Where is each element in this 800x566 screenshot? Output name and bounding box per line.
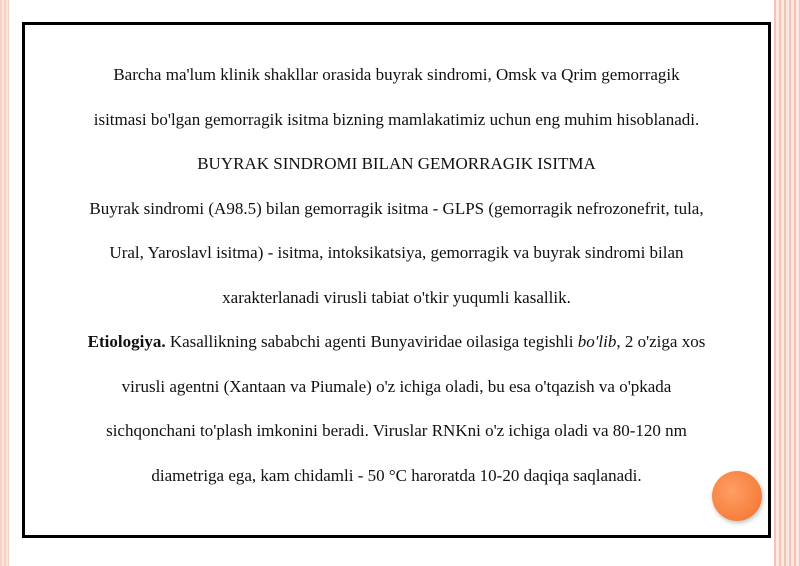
etiology-line [25,320,768,365]
text-line-10: diametriga ega, kam chidamli - 50 °C haroratda 10-20 daqiqa saqlanadi. [151,465,642,485]
text-line-5: Ural, Yaroslavl isitma) - isitma, intoksikatsiya, gemorragik va buyrak sindromi bilan [109,243,684,262]
text-line-6: xarakterlanadi virusli tabiat o'tkir yuqumli kasallik. [222,287,571,307]
text-line-1: Barcha ma'lum klinik shakllar orasida buyrak sindromi, Omsk va Qrim gemorragik [113,65,680,84]
text-line-9: sichqonchani to'plash imkonini beradi. Viruslar RNKni o'z ichiga oladi va 80-120 nm [106,421,687,440]
orange-circle-bullet [712,471,762,521]
etiology-text-a: Kasallikning sababchi agenti Bunyaviridae oilasiga tegishli [165,332,578,351]
slide-frame [22,22,771,538]
text-line-4: Buyrak sindromi (A98.5) bilan gemorragik isitma - GLPS (gemorragik nefrozonefrit, tula, [89,198,704,218]
text-line-8: virusli agentni (Xantaan va Piumale) o'z ichiga oladi, bu esa o'tqazish va o'pkada [121,376,672,396]
section-heading: BUYRAK SINDROMI BILAN GEMORRAGIK ISITMA [197,154,596,173]
etiology-italic: bo'lib [577,332,617,351]
etiology-text-b: , 2 o'ziga xos [616,332,706,351]
slide-text-body [25,53,768,498]
left-decorative-stripe [0,0,9,566]
etiology-label: Etiologiya. [87,332,166,351]
text-line-2: isitmasi bo'lgan gemorragik isitma bizning mamlakatimiz uchun eng muhim hisoblanadi. [93,109,700,129]
right-decorative-stripe [774,0,800,566]
